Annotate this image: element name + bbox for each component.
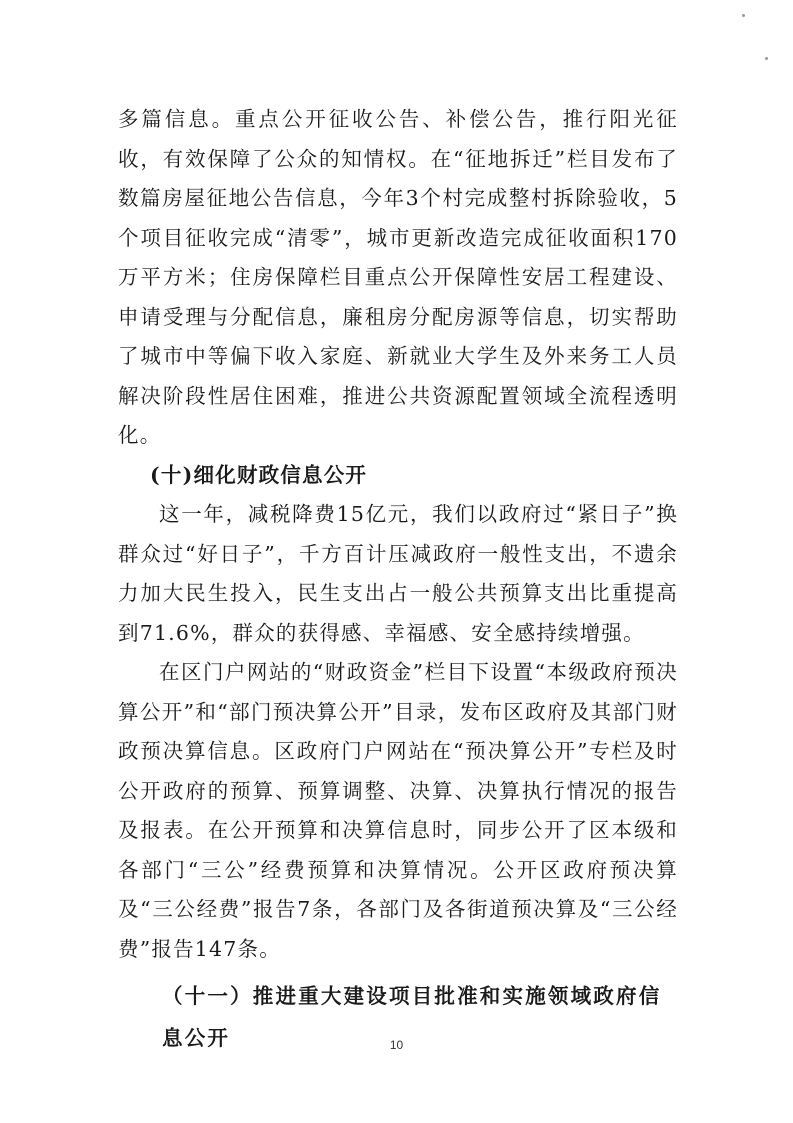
section-heading-11: （十一）推进重大建设项目批准和实施领域政府信息公开 bbox=[162, 984, 662, 1050]
page-number: 10 bbox=[389, 1038, 404, 1052]
scan-speck bbox=[742, 14, 745, 17]
paragraph-land-acquisition: 多篇信息。重点公开征收公告、补偿公告，推行阳光征收，有效保障了公众的知情权。在“征地拆迁”栏目发布了数篇房屋征地公告信息，今年3个村完成整村拆除验收，5个项目征收完成“清零”，城市更新改造完成征收面积170万平方米；住房保障栏目重点公开保障性安居工程建设、申请受理与分配信息，廉租房分配房源等信息，切实帮助了城市中等偏下收入家庭、新就业大学生及外来务工人员解决阶段性居住困难，推进公共资源配置领域全流程透明化。 bbox=[118, 107, 678, 447]
paragraph-budget-disclosure: 在区门户网站的“财政资金”栏目下设置“本级政府预决算公开”和“部门预决算公开”目录，发布区政府及其部门财政预决算信息。区政府门户网站在“预决算公开”专栏及时公开政府的预算、预算调整、决算、决算执行情况的报告及报表。在公开预算和决算信息时，同步公开了区本级和各部门“三公”经费预算和决算情况。公开区政府预决算及“三公经费”报告7条，各部门及各街道预决算及“三公经费”报告147条。 bbox=[118, 660, 678, 961]
paragraph-tax-reduction: 这一年，减税降费15亿元，我们以政府过“紧日子”换群众过“好日子”，千方百计压减政府一般性支出，不遗余力加大民生投入，民生支出占一般公共预算支出比重提高到71.6%，群众的获得感、幸福感、安全感持续增强。 bbox=[118, 502, 678, 645]
body-text bbox=[118, 100, 678, 1059]
section-heading-10: (十)细化财政信息公开 bbox=[150, 462, 368, 487]
scan-speck bbox=[765, 57, 768, 60]
